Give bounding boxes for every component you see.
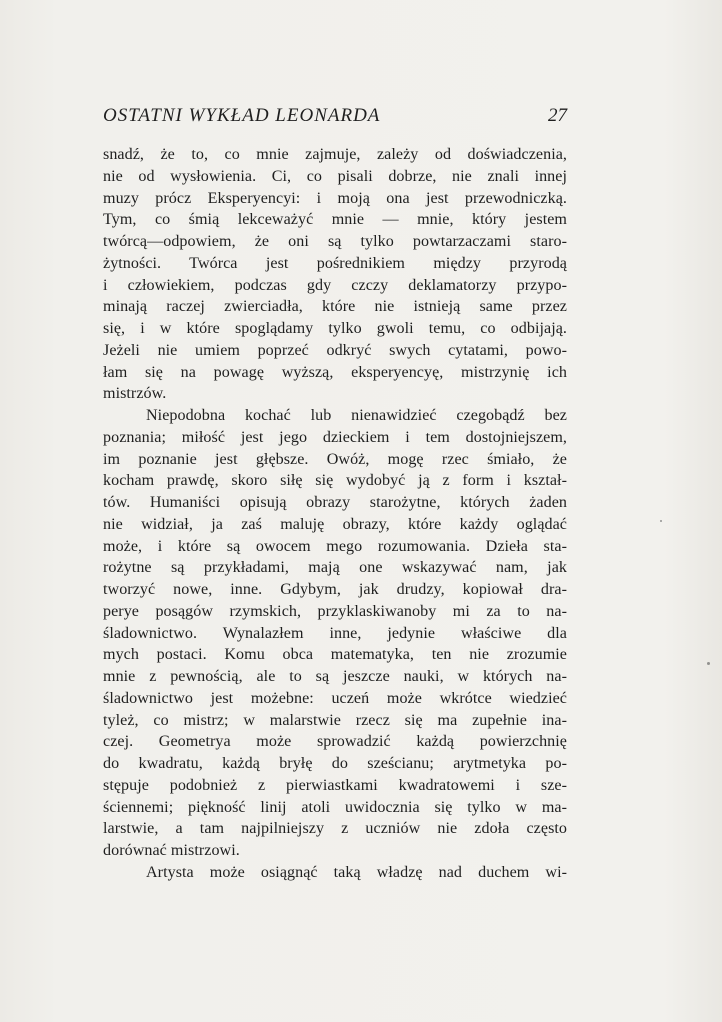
text-line: nie widział, ja zaś maluję obrazy, które każdy oglądać <box>103 515 567 533</box>
text-line: twórcą—odpowiem, że oni są tylko powtarzaczami staro- <box>103 233 567 250</box>
text-line: stępuje podobnież z pierwiastkami kwadratowemi i sze- <box>103 776 567 794</box>
running-title: OSTATNI WYKŁAD LEONARDA <box>103 105 381 126</box>
text-line: mych postaci. Komu obca matematyka, ten nie zrozumie <box>103 646 567 664</box>
text-line: dorównać mistrzowi. <box>103 842 240 859</box>
text-line: poznania; miłość jest jego dzieckiem i tem dostojniejszem, <box>103 428 567 446</box>
paragraph-first-line: Niepodobna kochać lub nienawidzieć czegobądź bez <box>146 407 567 424</box>
text-line: mistrzów. <box>103 385 167 403</box>
text-line: czej. Geometrya może sprowadzić każdą powierzchnię <box>103 733 567 751</box>
text-line: rożytne są przykładami, mają one wskazywać nam, jak <box>103 559 567 577</box>
text-line: tów. Humaniści opisują obrazy starożytne, których żaden <box>103 494 567 511</box>
text-line: do kwadratu, każdą bryłę do sześcianu; arytmetyka po- <box>103 755 567 772</box>
text-line: mnie z pewnością, ale to są jeszcze nauki, w których na- <box>103 668 567 685</box>
page-number: 27 <box>548 105 567 126</box>
text-line: tyleż, co mistrz; w malarstwie rzecz się ma zupełnie ina- <box>103 711 567 729</box>
text-line: i człowiekiem, podczas gdy czczy deklamatorzy przypo- <box>103 276 567 294</box>
text-line: może, i które są owocem mego rozumowania. Dzieła sta- <box>103 537 567 555</box>
text-line: się, i w które spoglądamy tylko gwoli temu, co odbijają. <box>103 320 567 337</box>
text-line: śladownictwo. Wynalazłem inne, jedynie właściwe dla <box>103 624 567 642</box>
text-line: larstwie, a tam najpilniejszy z uczniów nie zdoła często <box>103 820 567 838</box>
text-line: muzy prócz Eksperyencyi: i moją ona jest przewodniczką. <box>103 189 567 207</box>
running-head <box>103 103 567 129</box>
text-line: perye posągów rzymskich, przyklaskiwanoby mi za to na- <box>103 602 567 620</box>
text-line: śladownictwo jest możebne: uczeń może wkrótce wiedzieć <box>103 689 567 707</box>
text-line: im poznanie jest głębsze. Owóż, mogę rzec śmiało, że <box>103 450 567 468</box>
text-line: Tym, co śmią lekceważyć mnie — mnie, który jestem <box>103 211 567 229</box>
paper-speck <box>707 662 710 665</box>
paragraph-first-line: Artysta może osiągnąć taką władzę nad duchem wi- <box>146 863 567 881</box>
text-line: snadź, że to, co mnie zajmuje, zależy od doświadczenia, <box>103 146 567 163</box>
text-line: łam się na powagę wyższą, eksperyencyę, mistrzynię ich <box>103 363 567 381</box>
body-text <box>103 144 567 884</box>
text-line: Jeżeli nie umiem poprzeć odkryć swych cytatami, powo- <box>103 341 567 359</box>
text-line: żytności. Twórca jest pośrednikiem między przyrodą <box>103 254 567 272</box>
paper-speck <box>660 520 662 522</box>
text-line: nie od wysłowienia. Ci, co pisali dobrze, nie znali innej <box>103 167 567 185</box>
text-line: minają raczej zwierciadła, które nie istnieją same przez <box>103 298 567 316</box>
text-line: kocham prawdę, skoro siłę się wydobyć ją z form i kształ- <box>103 472 567 490</box>
text-line: tworzyć nowe, inne. Gdybym, jak drudzy, kopiował dra- <box>103 581 567 598</box>
text-line: ściennemi; piękność linij atoli uwidocznia się tylko w ma- <box>103 798 567 816</box>
